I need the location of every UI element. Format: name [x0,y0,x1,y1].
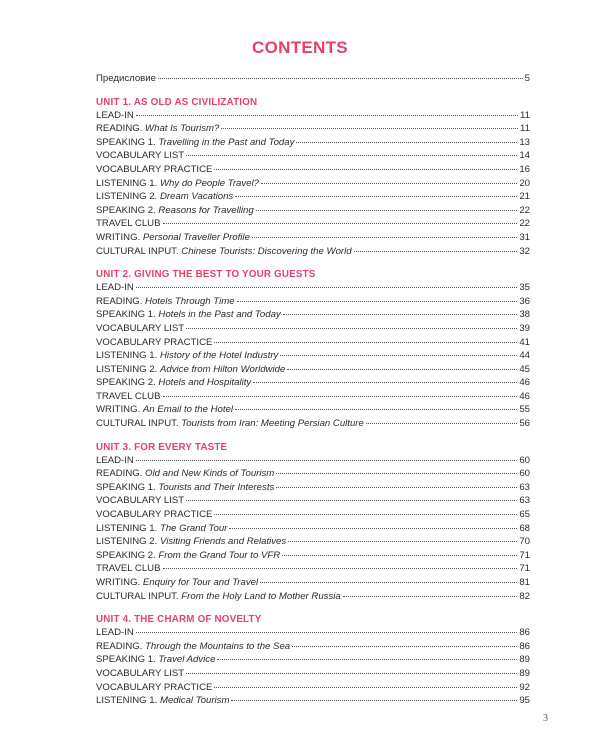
entry-section: LEAD-IN [96,627,134,639]
entry-label [96,535,286,549]
entry-label [96,626,134,640]
entry-title: Hotels Through Time [145,295,235,307]
dot-leader [186,500,517,501]
toc-entry[interactable] [96,190,530,204]
toc-entry[interactable] [96,231,530,245]
toc-entry[interactable] [96,626,530,640]
entry-section: SPEAKING 1. [96,136,159,148]
entry-label [96,494,184,508]
entry-label [96,163,212,177]
entry-section: LEAD-IN [96,109,134,121]
entry-section: LISTENING 1. [96,350,160,362]
entry-label [96,217,161,231]
toc-entry[interactable] [96,590,530,604]
preface-label: Предисловие [96,73,156,84]
toc-entry[interactable] [96,640,530,654]
entry-title: Reasons for Travelling [158,204,254,216]
page-ref: 16 [519,163,530,175]
page-ref: 89 [519,667,530,679]
dot-leader [136,632,517,633]
dot-leader [292,646,517,647]
page-ref: 41 [519,336,530,348]
toc-entry[interactable] [96,204,530,218]
entry-section: READING. [96,123,146,135]
dot-leader [366,423,517,424]
entry-title: History of the Hotel Industry [159,350,279,362]
entry-title: Travelling in the Past and Today [158,136,295,148]
dot-leader [136,287,517,288]
entry-label [96,204,254,218]
entry-title: Hotels and Hospitality [158,377,252,389]
entry-label [96,149,184,163]
entry-section: TRAVEL CLUB [96,563,161,575]
entry-label [96,363,285,377]
page-title: CONTENTS [252,38,348,57]
page-ref: 71 [519,549,530,561]
toc-entry[interactable] [96,522,530,536]
entry-label [96,336,212,350]
entry-section: SPEAKING 1. [96,654,159,666]
toc-entry[interactable] [96,681,530,695]
units-container [96,96,530,708]
entry-section: SPEAKING 1. [96,309,159,321]
page-ref: 46 [519,377,530,389]
page-ref: 89 [519,654,530,666]
entry-label [96,122,219,136]
entry-section: VOCABULARY PRACTICE [96,163,213,175]
toc-entry[interactable] [96,535,530,549]
entry-title: Hotels in the Past and Today [158,309,281,321]
page-ref: 44 [519,350,530,362]
toc-entry[interactable] [96,694,530,708]
entry-title: Travel Advice [158,654,216,666]
entry-label [96,349,278,363]
dot-leader [260,582,517,583]
page-ref: 60 [519,454,530,466]
entry-title: Advice from Hilton Worldwide [159,363,286,375]
entry-title: Tourists from Iran: Meeting Persian Culture [181,418,364,430]
page-ref: 35 [519,282,530,294]
toc-entry[interactable] [96,562,530,576]
page-ref: 86 [519,627,530,639]
entry-label [96,576,258,590]
page-ref: 65 [519,509,530,521]
dot-leader [252,237,517,238]
page-ref: 60 [519,468,530,480]
page-ref: 11 [520,109,530,121]
entry-title: From the Grand Tour to VFR [158,549,281,561]
entry-label [96,281,134,295]
page-ref: 71 [519,563,530,575]
toc-entry[interactable] [96,336,530,350]
entry-label [96,653,215,667]
entry-label [96,522,227,536]
page-ref: 22 [519,204,530,216]
dot-leader [158,78,523,79]
page-ref: 55 [519,404,530,416]
toc-entry[interactable] [96,417,530,431]
entry-section: VOCABULARY PRACTICE [96,681,213,693]
dot-leader [261,183,517,184]
toc-entry[interactable] [96,177,530,191]
entry-label [96,136,294,150]
entry-label [96,549,280,563]
page-ref: 13 [519,136,530,148]
entry-title: Through the Mountains to the Sea [145,640,291,652]
page-ref: 95 [519,695,530,707]
entry-section: LISTENING 1. [96,695,160,707]
dot-leader [186,673,517,674]
table-of-contents [96,72,530,708]
page-ref: 56 [519,418,530,430]
entry-label [96,640,290,654]
entry-title: From the Holy Land to Mother Russia [181,590,341,602]
dot-leader [221,128,518,129]
dot-leader [283,314,518,315]
entry-label [96,190,233,204]
entry-label [96,376,251,390]
toc-entry[interactable] [96,349,530,363]
toc-entry[interactable] [96,281,530,295]
page-ref: 81 [519,577,530,588]
entry-section: LISTENING 1. [96,177,160,189]
dot-leader [343,596,518,597]
toc-entry[interactable] [96,454,530,468]
page-ref: 86 [519,640,530,652]
toc-entry[interactable] [96,667,530,681]
page-ref: 63 [519,481,530,493]
entry-title: Tourists and Their Interests [158,481,275,493]
entry-section: SPEAKING 1. [96,481,159,493]
dot-leader [237,301,518,302]
unit-heading[interactable]: UNIT 1. AS OLD AS CIVILIZATION [96,96,258,108]
page-ref: 22 [519,218,530,230]
page-number: 3 [543,713,548,724]
entry-label [96,295,235,309]
page-ref: 14 [519,150,530,162]
entry-label [96,417,364,431]
dot-leader [214,169,517,170]
toc-entry[interactable] [96,295,530,309]
page-ref: 39 [519,322,530,334]
entry-label [96,322,184,336]
entry-label [96,403,233,417]
toc-entry[interactable] [96,576,530,590]
dot-leader [163,396,518,397]
entry-label [96,308,281,322]
toc-entry[interactable] [96,653,530,667]
toc-entry[interactable] [96,217,530,231]
toc-entry[interactable] [96,390,530,404]
entry-section: VOCABULARY LIST [96,667,185,679]
dot-leader [235,196,517,197]
entry-section: CULTURAL INPUT. [96,590,182,602]
dot-leader [229,528,517,529]
unit-heading[interactable]: UNIT 3. FOR EVERY TASTE [96,441,228,453]
page-ref: 68 [519,522,530,534]
dot-leader [256,210,518,211]
toc-entry-preface[interactable] [96,72,530,86]
entry-label [96,231,250,245]
page-ref: 32 [519,245,530,257]
entry-label [96,508,212,522]
entry-label [96,390,161,404]
dot-leader [214,514,517,515]
entry-section: WRITING. [96,577,143,588]
entry-section: VOCABULARY PRACTICE [96,509,213,521]
toc-entry[interactable] [96,549,530,563]
page-ref: 31 [519,231,530,243]
entry-section: LISTENING 1. [96,522,160,534]
dot-leader [282,555,517,556]
toc-entry[interactable] [96,494,530,508]
entry-title: Personal Traveller Profile [142,231,250,243]
dot-leader [354,251,518,252]
dot-leader [288,541,517,542]
entry-section: LISTENING 2. [96,363,160,375]
entry-section: WRITING. [96,231,143,243]
entry-label [96,245,352,259]
toc-entry[interactable] [96,149,530,163]
entry-section: SPEAKING 2. [96,377,159,389]
entry-section: READING. [96,295,146,307]
page-ref: 36 [519,295,530,307]
page-ref: 46 [519,390,530,402]
dot-leader [296,142,517,143]
toc-entry[interactable] [96,376,530,390]
dot-leader [136,460,517,461]
unit-heading[interactable]: UNIT 2. GIVING THE BEST TO YOUR GUESTS [96,269,316,281]
toc-entry[interactable] [96,508,530,522]
entry-section: CULTURAL INPUT. [96,245,182,257]
toc-entry[interactable] [96,467,530,481]
entry-section: VOCABULARY LIST [96,150,185,162]
entry-label [96,590,341,604]
dot-leader [214,687,517,688]
entry-title: Old and New Kinds of Tourism [145,468,275,480]
entry-title: The Grand Tour [159,522,228,534]
page-ref: 21 [519,191,530,203]
page-ref: 38 [519,309,530,321]
toc-entry[interactable] [96,403,530,417]
page-ref: 82 [519,590,530,602]
entry-label [96,481,274,495]
dot-leader [231,700,517,701]
toc-entry[interactable] [96,109,530,123]
dot-leader [235,409,517,410]
dot-leader [287,369,517,370]
entry-section: LISTENING 2. [96,191,160,203]
entry-section: READING. [96,640,146,652]
entry-section: TRAVEL CLUB [96,390,161,402]
page-ref: 63 [519,495,530,507]
unit-heading[interactable]: UNIT 4. THE CHARM OF NOVELTY [96,614,262,626]
dot-leader [163,568,518,569]
dot-leader [276,487,517,488]
dot-leader [276,473,517,474]
entry-title: Dream Vacations [159,191,234,203]
toc-entry[interactable] [96,322,530,336]
toc-entry[interactable] [96,363,530,377]
dot-leader [253,382,517,383]
entry-section: LISTENING 2. [96,536,160,548]
entry-section: SPEAKING 2. [96,549,159,561]
entry-label [96,467,274,481]
page-ref: 11 [520,123,530,135]
page-ref: 70 [519,536,530,548]
dot-leader [136,115,518,116]
entry-title: Chinese Tourists: Discovering the World [181,245,352,257]
toc-entry[interactable] [96,163,530,177]
entry-label [96,681,212,695]
dot-leader [217,659,517,660]
entry-section: VOCABULARY LIST [96,495,185,507]
entry-section: WRITING. [96,404,143,416]
page-ref: 5 [524,73,530,84]
entry-label [96,694,229,708]
entry-title: What Is Tourism? [145,123,220,135]
entry-label [96,667,184,681]
dot-leader [214,342,517,343]
page-ref: 92 [519,681,530,693]
dot-leader [280,355,517,356]
entry-section: CULTURAL INPUT. [96,418,182,430]
entry-section: TRAVEL CLUB [96,218,161,230]
dot-leader [186,328,517,329]
entry-label [96,177,259,191]
toc-entry[interactable] [96,245,530,259]
entry-label [96,109,134,123]
entry-section: SPEAKING 2. [96,204,159,216]
entry-section: LEAD-IN [96,282,134,294]
page-ref: 45 [519,363,530,375]
entry-label [96,454,134,468]
entry-title: Why do People Travel? [159,177,259,189]
toc-entry[interactable] [96,481,530,495]
entry-section: VOCABULARY PRACTICE [96,336,213,348]
page-ref: 20 [519,177,530,189]
entry-title: Enquiry for Tour and Travel [142,577,259,588]
entry-section: READING. [96,468,146,480]
toc-entry[interactable] [96,136,530,150]
entry-title: Medical Tourism [159,695,230,707]
entry-title: An Email to the Hotel [142,404,234,416]
entry-label [96,562,161,576]
entry-section: LEAD-IN [96,454,134,466]
entry-title: Visiting Friends and Relatives [159,536,287,548]
toc-entry[interactable] [96,308,530,322]
toc-entry[interactable] [96,122,530,136]
dot-leader [186,155,517,156]
entry-section: VOCABULARY LIST [96,322,185,334]
dot-leader [163,223,518,224]
